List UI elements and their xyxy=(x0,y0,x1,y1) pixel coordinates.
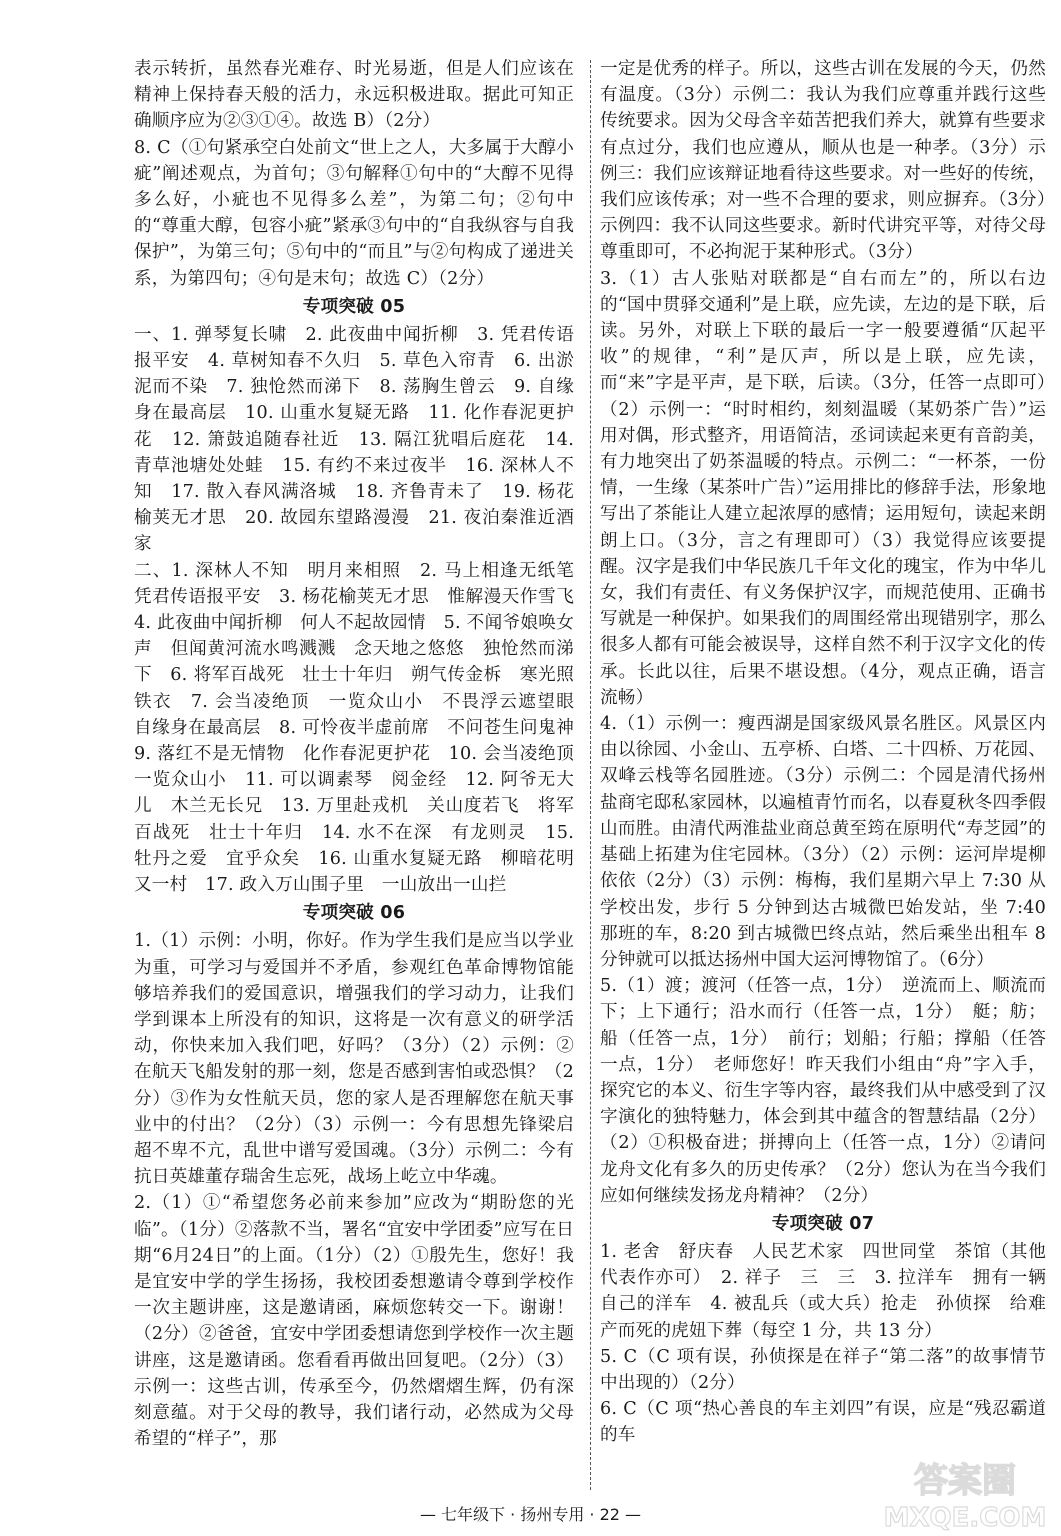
watermark-line2: MXQE.COM xyxy=(883,1503,1047,1533)
answer-paragraph: 一定是优秀的样子。所以，这些古训在发展的今天，仍然有温度。（3分）示例二：我认为我们应尊重并践行这些传统要求。因为父母含辛茹苦把我们养大，就算有些要求有点过分，我们也应遵从，顺从也是一种孝。（3分）示例三：我们应该辩证地看待这些要求。对一些好的传统，我们应该传承；对一些不合理的要求，则应摒弃。（3分）示例四：我不认同这些要求。新时代讲究平等，对待父母尊重即可，不必拘泥于某种形式。（3分） xyxy=(600,59,1046,263)
answer-paragraph: 3.（1）古人张贴对联都是“自右而左”的，所以右边的“国中贯驿交通利”是上联，应先读，左边的是下联，后读。另外，对联上下联的最后一字一般要遵循“仄起平收”的规律，“利”是仄声，所以是上联，应先读，而“来”字是平声，是下联，后读。（3分，任答一点即可）（2）示例一：“时时相约，刻刻温暖（某奶茶广告）”运用对偶，形式整齐，用语简洁，丞词读起来更有音韵美，有力地突出了奶茶温暖的特点。示例二：“一杯茶，一份情，一生缘（某茶叶广告）”运用排比的修辞手法，形象地写出了茶能让人建立起浓厚的感情；运用短句，读起来朗朗上口。（3分，言之有理即可）（3）我觉得应该要提醒。汉字是我们中华民族几千年文化的瑰宝，作为中华儿女，我们有责任、有义务保护汉字，而规范使用、正确书写就是一种保护。如果我们的周围经常出现错别字，那么很多人都有可能会被误导，这样自然不利于汉字文化的传承。长此以往，后果不堪设想。（4分，观点正确，语言流畅） xyxy=(600,268,1046,708)
answer-paragraph: 1. 老舍 舒庆春 人民艺术家 四世同堂 茶馆（其他代表作亦可） 2. 祥子 三 三 3. 拉洋车 拥有一辆自己的洋车 4. 被乱兵（或大兵）抢走 孙侦探 给难产而死的虎妞下葬（每空 1 分，共 13 分） xyxy=(600,1241,1046,1341)
section-heading: 专项突破 05 xyxy=(302,296,406,317)
answer-paragraph: 5.（1）渡；渡河（任答一点，1分） 逆流而上、顺流而下；上下通行；沿水而行（任答一点，1分） 艇；舫；船（任答一点，1分） 前行；划船；行船；撑船（任答一点，1分） 老师您好！昨天我们小组由“舟”字入手，探究它的本义、衍生字等内容，最终我们从中感受到了汉字演化的独特魅力，体会到其中蕴含的智慧结晶（2分）（2）①积极奋进；拼搏向上（任答一点，1分）②请问龙舟文化有多久的历史传承？（2分）您认为在当今我们应如何继续发扬龙舟精神？（2分） xyxy=(600,976,1046,1206)
page-footer: — 七年级下 · 扬州专用 · 22 — xyxy=(419,1505,642,1524)
answer-paragraph: 二、1. 深林人不知 明月来相照 2. 马上相逢无纸笔 凭君传语报平安 3. 杨花榆荚无才思 惟解漫天作雪飞 4. 此夜曲中闻折柳 何人不起故园情 5. 不闻爷娘唤女声 但闻黄河流水鸣溅溅 念天地之悠悠 独怆然而涕下 6. 将军百战死 壮士十年归 朔气传金柝 寒光照铁衣 7. 会当凌绝顶 一览众山小 不畏浮云遮望眼 自缘身在最高层 8. 可怜夜半虚前席 不问苍生问鬼神 9. 落红不是无情物 化作春泥更护花 10. 会当凌绝顶 一览众山小 11. 可以调素琴 阅金经 12. 阿爷无大儿 木兰无长兄 13. 万里赴戎机 关山度若飞 将军百战死 壮士十年归 14. 水不在深 有龙则灵 15. 牡丹之爱 宜乎众矣 16. 山重水复疑无路 柳暗花明又一村 17. 政入万山围子里 一山放出一山拦 xyxy=(134,560,592,896)
answer-paragraph: 8. C（①句紧承空白处前文“世上之人，大多属于大醇小疵”阐述观点，为首句；③句解释①句中的“大醇不见得多么好，小疵也不见得多么差”，为第二句；②句中的“尊重大醇，包容小疵”紧承③句中的“自我纵容与自我保护”，为第三句；⑤句中的“而且”与②句构成了递进关系，为第四句；④句是末句；故选 C）（2分） xyxy=(134,137,574,289)
watermark-logo xyxy=(875,1450,1055,1536)
answer-paragraph: 2.（1）①“希望您务必前来参加”应改为“期盼您的光临”。（1分）②落款不当，署名“宜安中学团委”应写在日期“6月24日”的上面。（1分）（2）①殷先生，您好！我是宜安中学的学生扬扬，我校团委想邀请令尊到学校作一次主题讲座，这是邀请函，麻烦您转交一下。谢谢！（2分）②爸爸，宜安中学团委想请您到学校作一次主题讲座，这是邀请函。您看看再做出回复吧。（2分）（3）示例一：这些古训，传承至今，仍然熠熠生辉，仍有深刻意蕴。对于父母的教导，我们诸行动，必然成为父母希望的“样子”，那 xyxy=(134,1193,574,1450)
answer-paragraph: 4.（1）示例一：瘦西湖是国家级风景名胜区。风景区内由以徐园、小金山、五亭桥、白塔、二十四桥、万花园、双峰云栈等名园胜迹。（3分）示例二：个园是清代扬州盐商宅邸私家园林，以遍植青竹而名，以春夏秋冬四季假山而胜。由清代两淮盐业商总黄至筠在原明代“寿芝园”的基础上拓建为住宅园林。（3分）（2）示例：运河岸堤柳依依（2分）（3）示例：梅梅，我们星期六早上 7:30 从学校出发，步行 5 分钟到达古城微巴始发站，坐 7:40 那班的车，8:20 到古城微巴终点站，然后乘坐出租车 8 分钟就可以抵达扬州中国大运河博物馆了。（6分） xyxy=(600,714,1046,970)
section-heading: 专项突破 07 xyxy=(771,1213,875,1234)
answer-paragraph: 5. C（C 项有误，孙侦探是在祥子“第二落”的故事情节中出现的）（2分） xyxy=(600,1346,1046,1393)
section-heading: 专项突破 06 xyxy=(302,903,406,924)
left-column xyxy=(134,56,592,1452)
column-divider xyxy=(590,60,591,1490)
watermark-line1: 答案圈 xyxy=(914,1461,1016,1501)
answer-paragraph: 1.（1）示例：小明，你好。作为学生我们是应当以学业为重，可学习与爱国并不矛盾，参观红色革命博物馆能够培养我们的爱国意识，增强我们的学习动力，让我们学到课本上所没有的知识，这将是一次有意义的研学活动，你快来加入我们吧，好吗？（3分）（2）示例：②在航天飞船发射的那一刻，您是否感到害怕或恐惧？（2分）③作为女性航天员，您的家人是否理解您在航天事业中的付出？（2分）（3）示例一：今有思想先锋梁启超不卑不亢，乱世中谱写爱国魂。（3分）示例二：今有抗日英雄董存瑞舍生忘死，战场上屹立中华魂。 xyxy=(134,931,574,1188)
answer-paragraph: 6. C（C 项“热心善良的车主刘四”有误，应是“残忍霸道的车 xyxy=(600,1399,1046,1446)
answer-paragraph: 一、1. 弹琴复长啸 2. 此夜曲中闻折柳 3. 凭君传语报平安 4. 草树知春不久归 5. 草色入帘青 6. 出淤泥而不染 7. 独怆然而涕下 8. 荡胸生曾云 9. 自缘身在最高层 10. 山重水复疑无路 11. 化作春泥更护花 12. 箫鼓追随春社近 13. 隔江犹唱后庭花 14. 青草池塘处处蛙 15. 有约不来过夜半 16. 深林人不知 17. 散入春风满洛城 18. 齐鲁青未了 19. 杨花榆荚无才思 20. 故园东望路漫漫 21. 夜泊秦淮近酒家 xyxy=(134,324,574,555)
answer-paragraph: 表示转折，虽然春光难存、时光易逝，但是人们应该在精神上保持春天般的活力，永远积极进取。据此可知正确顺序应为②③①④。故选 B）（2分） xyxy=(134,59,574,132)
right-column xyxy=(600,56,1046,1449)
